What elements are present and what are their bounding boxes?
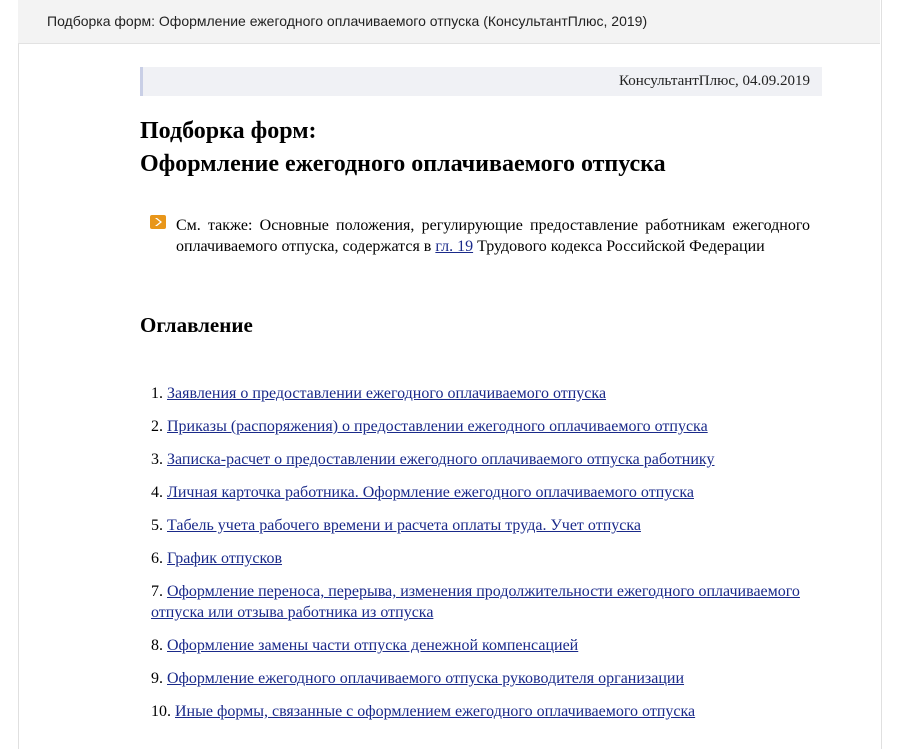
toc-link[interactable]: Заявления о предоставлении ежегодного оплачиваемого отпуска bbox=[167, 385, 607, 402]
document-body bbox=[140, 67, 822, 340]
toc-item bbox=[151, 581, 801, 623]
toc-item-number: 2. bbox=[151, 418, 163, 435]
toc-link[interactable]: Приказы (распоряжения) о предоставлении ежегодного оплачиваемого отпуска bbox=[167, 418, 708, 435]
table-of-contents bbox=[151, 383, 801, 734]
toc-link[interactable]: Записка-расчет о предоставлении ежегодного оплачиваемого отпуска работнику bbox=[167, 451, 715, 468]
toc-item-number: 6. bbox=[151, 550, 163, 567]
toc-link[interactable]: Иные формы, связанные с оформлением ежегодного оплачиваемого отпуска bbox=[175, 703, 696, 720]
arrow-right-icon bbox=[150, 215, 166, 229]
source-label: КонсультантПлюс, 04.09.2019 bbox=[618, 73, 810, 89]
toc-link[interactable]: Оформление замены части отпуска денежной компенсацией bbox=[167, 637, 579, 654]
see-also-note bbox=[140, 215, 822, 257]
toc-item-number: 10. bbox=[151, 703, 171, 720]
toc-item-number: 3. bbox=[151, 451, 163, 468]
toc-item-number: 7. bbox=[151, 583, 163, 600]
toc-item-number: 5. bbox=[151, 517, 163, 534]
toc-item bbox=[151, 482, 801, 503]
toc-link[interactable]: Оформление переноса, перерыва, изменения продолжительности ежегодного оплачиваемого отпуска или отзыва работника из отпуска bbox=[151, 583, 800, 621]
title-line-1: Подборка форм: bbox=[140, 118, 317, 144]
title-bar bbox=[18, 0, 880, 44]
toc-item-number: 1. bbox=[151, 385, 163, 402]
window-title: Подборка форм: Оформление ежегодного оплачиваемого отпуска (КонсультантПлюс, 2019) bbox=[47, 13, 648, 29]
toc-item-number: 4. bbox=[151, 484, 163, 501]
title-line-2: Оформление ежегодного оплачиваемого отпуска bbox=[140, 151, 666, 177]
toc-item bbox=[151, 383, 801, 404]
toc-item-number: 9. bbox=[151, 670, 163, 687]
toc-item bbox=[151, 701, 801, 722]
toc-heading: Оглавление bbox=[140, 313, 253, 337]
toc-item bbox=[151, 515, 801, 536]
source-bar bbox=[140, 67, 822, 96]
note-text-before: См. также: Основные положения, регулирующие предоставление работникам ежегодного оплачиваемого отпуска, содержатся в bbox=[176, 217, 810, 255]
page-title bbox=[140, 115, 822, 181]
toc-link[interactable]: График отпусков bbox=[167, 550, 283, 567]
toc-item bbox=[151, 668, 801, 689]
toc-link[interactable]: Табель учета рабочего времени и расчета оплаты труда. Учет отпуска bbox=[167, 517, 641, 534]
toc-item-number: 8. bbox=[151, 637, 163, 654]
toc-item bbox=[151, 449, 801, 470]
toc-link[interactable]: Личная карточка работника. Оформление ежегодного оплачиваемого отпуска bbox=[167, 484, 694, 501]
toc-item bbox=[151, 635, 801, 656]
toc-link[interactable]: Оформление ежегодного оплачиваемого отпуска руководителя организации bbox=[167, 670, 685, 687]
toc-item bbox=[151, 548, 801, 569]
toc-item bbox=[151, 416, 801, 437]
note-text-after: Трудового кодекса Российской Федерации bbox=[473, 238, 765, 255]
chapter-19-link[interactable]: гл. 19 bbox=[435, 238, 474, 255]
